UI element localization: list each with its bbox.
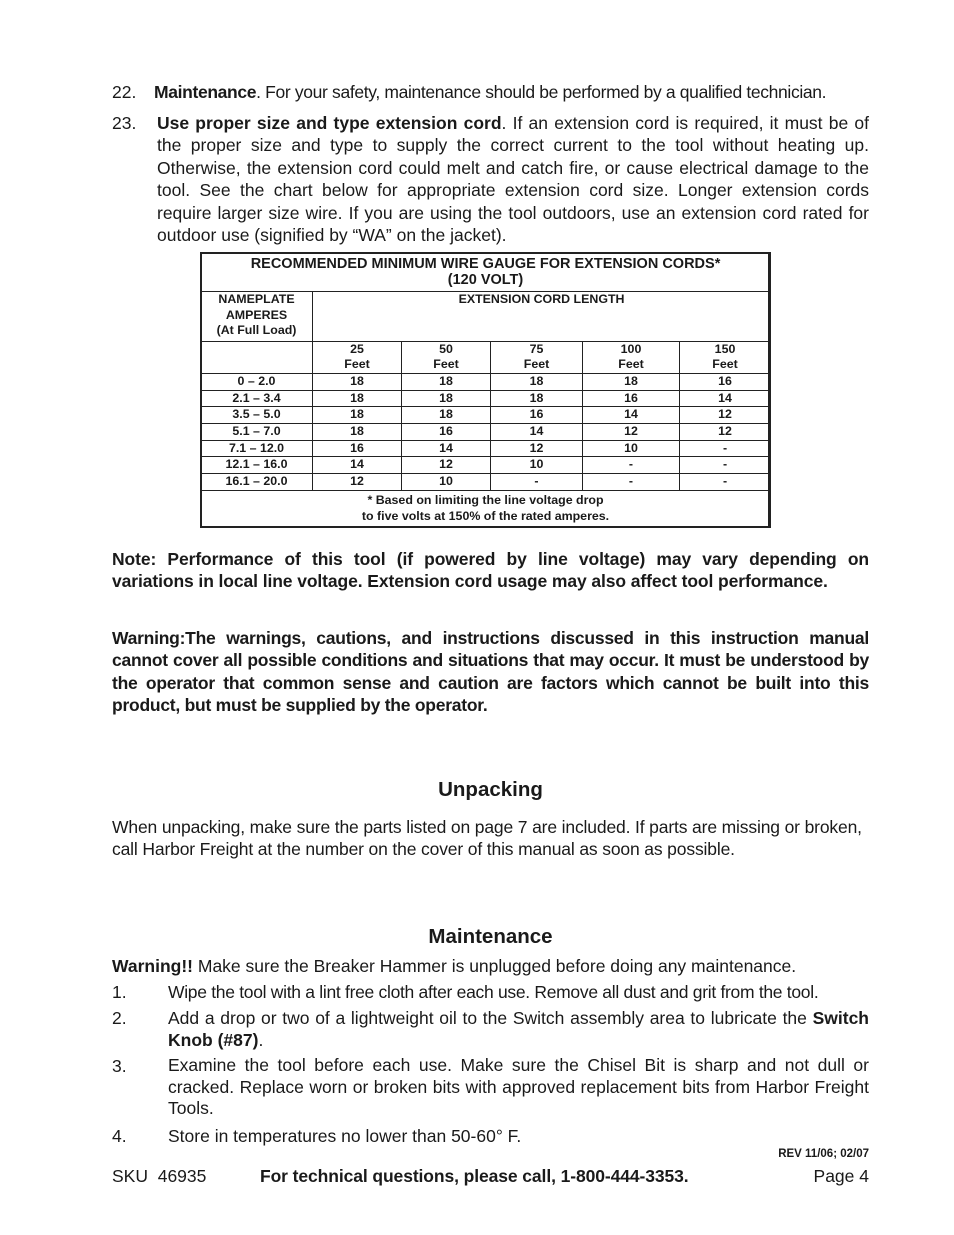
length-header: 50 Feet bbox=[402, 341, 491, 373]
table-title-line2: (120 VOLT) bbox=[447, 272, 524, 289]
table-row: 0 – 2.0 18 18 18 18 16 bbox=[201, 374, 771, 391]
unpacking-heading: Unpacking bbox=[438, 778, 543, 801]
item-23-title: Use proper size and type extension cord bbox=[157, 113, 502, 133]
footer-tech-support: For technical questions, please call, 1-800-444-3353. bbox=[260, 1166, 689, 1186]
footer-sku: SKU 46935 bbox=[112, 1166, 207, 1186]
table-row: 16.1 – 20.0 12 10 - - - bbox=[201, 473, 771, 490]
blank-cell bbox=[201, 341, 313, 373]
length-header: 75 Feet bbox=[491, 341, 583, 373]
maintenance-heading: Maintenance bbox=[428, 925, 553, 948]
table-title-line1: RECOMMENDED MINIMUM WIRE GAUGE FOR EXTENSION CORDS* bbox=[250, 255, 721, 272]
table-footnote: * Based on limiting the line voltage drop to five volts at 150% of the rated amperes. bbox=[201, 490, 771, 527]
table-row: 7.1 – 12.0 16 14 12 10 - bbox=[201, 440, 771, 457]
switch-knob-ref: Switch Knob (#87) bbox=[168, 1008, 869, 1051]
table-row: 3.5 – 5.0 18 18 16 14 12 bbox=[201, 407, 771, 424]
revision-label: REV 11/06; 02/07 bbox=[778, 1148, 869, 1160]
length-header: 150 Feet bbox=[680, 341, 771, 373]
wire-gauge-table bbox=[200, 252, 770, 528]
table-row: 12.1 – 16.0 14 12 10 - - bbox=[201, 457, 771, 474]
note-paragraph: Note: Performance of this tool (if powered by line voltage) may vary depending on variations in local line voltage. Extension cord usage may also affect tool performance. bbox=[112, 549, 869, 592]
item-22-number: 22. bbox=[112, 82, 137, 102]
maintenance-warning-text: Make sure the Breaker Hammer is unplugged before doing any maintenance. bbox=[193, 956, 797, 976]
item-23-text: . If an extension cord is required, it must be of the proper size and type to supply the correct current to the tool without heating up. Otherwise, the extension cord could melt and catch fire, or cause electrical damage to the tool. See the chart below for appropriate extension cord size. Longer extension cords require larger size wire. If you are using the tool outdoors, use an extension cord rated for outdoor use (signified by “WA” on the jacket). bbox=[157, 113, 869, 246]
col-header-amps-1: NAMEPLATE bbox=[218, 292, 295, 307]
maintenance-warning bbox=[112, 955, 872, 977]
table-row: 5.1 – 7.0 18 16 14 12 12 bbox=[201, 423, 771, 440]
item-22-text: . For your safety, maintenance should be performed by a qualified technician. bbox=[256, 82, 827, 102]
unpacking-text: When unpacking, make sure the parts listed on page 7 are included. If parts are missing or broken, call Harbor Freight at the number on the cover of this manual as soon as possible. bbox=[112, 817, 862, 860]
col-header-amps-2: AMPERES bbox=[225, 307, 288, 322]
item-23-number: 23. bbox=[112, 113, 137, 133]
maintenance-warning-label: Warning!! bbox=[112, 956, 193, 976]
footer-page-number: Page 4 bbox=[813, 1166, 869, 1186]
col-header-length: EXTENSION CORD LENGTH bbox=[458, 292, 625, 307]
length-header: 25 Feet bbox=[313, 341, 402, 373]
warning-paragraph: Warning:The warnings, cautions, and instructions discussed in this instruction manual cannot cover all possible conditions and situations that may occur. It must be understood by the operator that common sense and caution are factors which cannot be built into this product, but must be supplied by the operator. bbox=[112, 628, 869, 716]
item-22-title: Maintenance bbox=[154, 82, 257, 102]
table-row: 2.1 – 3.4 18 18 18 16 14 bbox=[201, 390, 771, 407]
col-header-amps-3: (At Full Load) bbox=[216, 323, 297, 338]
length-header: 100 Feet bbox=[583, 341, 680, 373]
